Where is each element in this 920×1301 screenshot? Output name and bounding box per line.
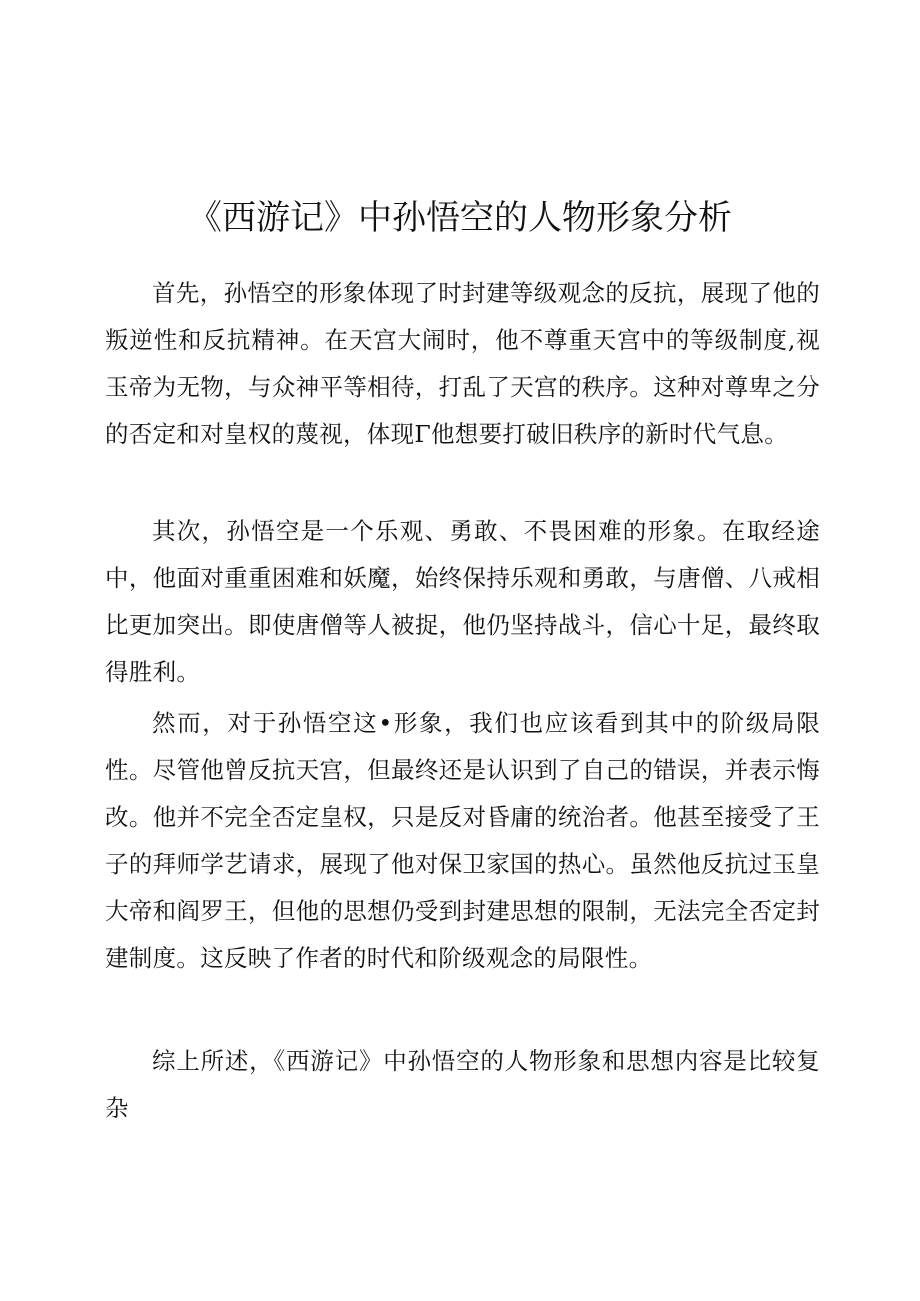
paragraph-optimism-courage: 其次，孙悟空是一个乐观、勇敢、不畏困难的形象。在取经途中，他面对重重困难和妖魔，始终保持乐观和勇敢，与唐僧、八戒相比更加突出。即使唐僧等人被捉，他仍坚持战斗，信心十足，最终取得胜利。 [105,517,820,686]
document-title: 《西游记》中孙悟空的人物形象分析 [188,197,732,238]
paragraph-conclusion: 综上所述，《西游记》中孙悟空的人物形象和思想内容是比较复杂 [105,1047,820,1122]
paragraph-class-limitations: 然而，对于孙悟空这•形象，我们也应该看到其中的阶级局限性。尽管他曾反抗天宫，但最终还是认识到了自己的错误，并表示悔改。他并不完全否定皇权，只是反对昏庸的统治者。他甚至接受了王子的拜师学艺请求，展现了他对保卫家国的热心。虽然他反抗过玉皇大帝和阎罗王，但他的思想仍受到封建思想的限制，无法完全否定封建制度。这反映了作者的时代和阶级观念的局限性。 [105,709,820,972]
paragraph-rebellion: 首先，孙悟空的形象体现了时封建等级观念的反抗，展现了他的叛逆性和反抗精神。在天宫大闹时，他不尊重天宫中的等级制度,视玉帝为无物，与众神平等相待，打乱了天宫的秩序。这种对尊卑之分的否定和对皇权的蔑视，体现Γ他想要打破旧秩序的新时代气息。 [105,279,820,448]
